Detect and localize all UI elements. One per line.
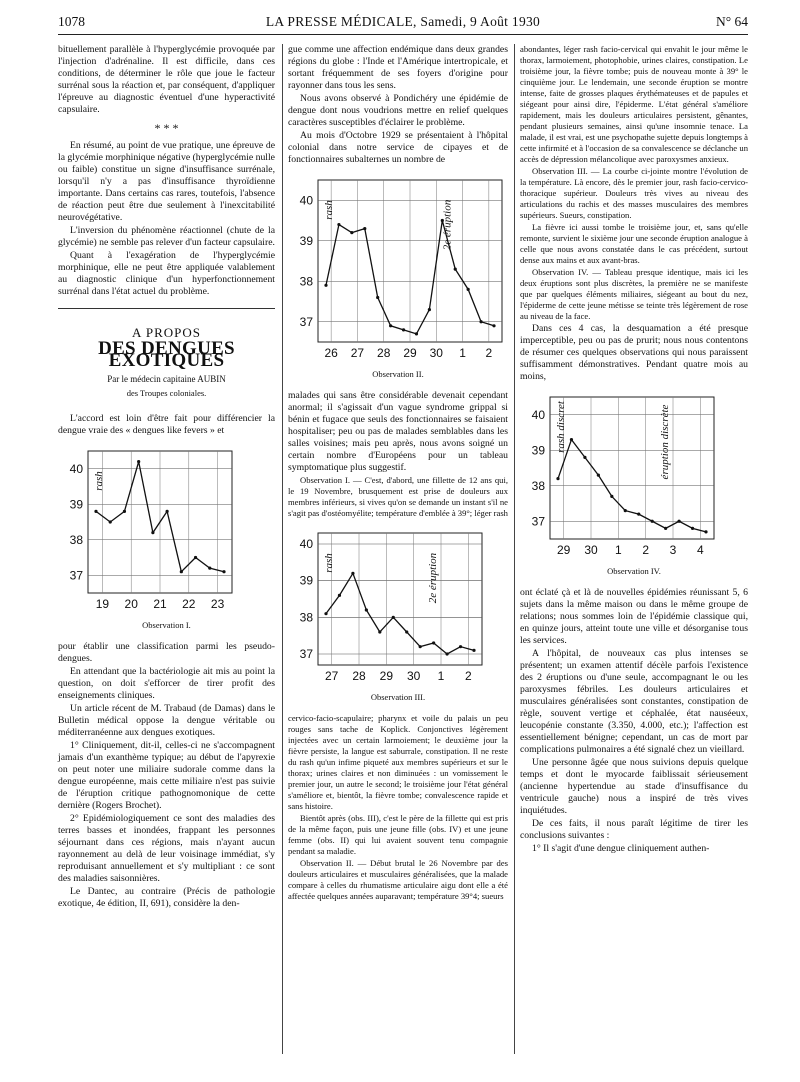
temperature-point xyxy=(378,630,381,633)
paragraph: Observation III. — La courbe ci-jointe montre l'évolution de la température. Là encore, dès le premier jour, rash facio-cervico-thoracique supérieur. Douleurs très vives au niveau des articulations du rachis et des masses musculaires des membres supérieurs. Sueurs, constipation. xyxy=(520,166,748,220)
temperature-point xyxy=(419,645,422,648)
paragraph: 1° Cliniquement, dit-il, celles-ci ne s'accompagnent jamais d'un exanthème typique; au début de l'apyrexie on peut noter une miliaire sudorale comme dans la dengue européenne, mais cette miliaire n'est pas suivie de l'éruption critique pathognomonique de cette dernière (Rogers Brochet). xyxy=(58,740,275,811)
temperature-point xyxy=(402,328,405,331)
chart-frame xyxy=(318,533,482,665)
paragraph: gue comme une affection endémique dans deux grandes régions du globe : l'Inde et l'Amérique intertropicale, et sortant fréquemment de ses foyers d'origine pour rayonner dans tous les sens. xyxy=(288,44,508,91)
temperature-point xyxy=(583,456,586,459)
temperature-point xyxy=(445,652,448,655)
temperature-point xyxy=(556,477,559,480)
column-divider xyxy=(514,44,515,1054)
x-tick-label: 30 xyxy=(584,543,598,557)
y-tick-label: 39 xyxy=(69,497,83,512)
chart-annotation: rash xyxy=(323,553,335,573)
temperature-point xyxy=(337,223,340,226)
y-tick-label: 37 xyxy=(299,314,313,329)
paragraph: L'accord est loin d'être fait pour différencier la dengue vraie des « dengues like fevers » et xyxy=(58,413,275,436)
x-tick-label: 23 xyxy=(210,597,225,611)
chart-annotation: 2e éruption xyxy=(441,199,454,251)
temperature-point xyxy=(222,570,225,573)
x-tick-label: 26 xyxy=(324,346,338,360)
temperature-point xyxy=(351,572,354,575)
temperature-point xyxy=(459,645,462,648)
y-tick-label: 38 xyxy=(299,274,313,289)
y-tick-label: 39 xyxy=(531,443,545,458)
page-header xyxy=(58,14,748,34)
y-tick-label: 37 xyxy=(69,568,83,583)
y-tick-label: 39 xyxy=(299,233,313,248)
x-tick-label: 19 xyxy=(95,597,110,611)
temperature-point xyxy=(637,513,640,516)
chart-annotation: rash xyxy=(93,471,105,491)
temperature-point xyxy=(664,527,667,530)
temperature-point xyxy=(151,531,154,534)
paragraph: Observation IV. — Tableau presque identique, mais ici les deux éruptions sont plus discrètes, la première ne se manifeste que par quelques éléments miliaires, siégeant au bout du nez, l'épiderme de cette jeune métisse se teinte très légèrement de rose au niveau de la face. xyxy=(520,267,748,321)
paragraph: A l'hôpital, de nouveaux cas plus intenses se présentent; un examen attentif décèle parfois l'existence des 2 éruptions ou d'une seule, accompagnant le ou les paroxysmes fébriles. Les douleurs articulaires et musculaires généralisées sont constantes, constipation de règle, souvent vertige et céphalée, état nauséeux, leucopénie constante (3.350, 4.000, etc.); l'affection est essentiellement bénigne; cependant, un cas de mort par complications pulmonaires a été signalé chez un vieillard. xyxy=(520,648,748,755)
chart-observation-2 xyxy=(288,174,508,364)
y-tick-label: 39 xyxy=(299,573,313,588)
temperature-point xyxy=(350,231,353,234)
x-tick-label: 30 xyxy=(406,669,421,683)
x-tick-label: 2 xyxy=(464,669,472,683)
paragraph: Un article récent de M. Trabaud (de Damas) dans le Bulletin médical oppose la dengue véritable ou méditerranéenne aux dengues exotiques. xyxy=(58,703,275,738)
x-tick-label: 27 xyxy=(324,669,339,683)
y-tick-label: 40 xyxy=(531,407,545,422)
temperature-point xyxy=(454,268,457,271)
paragraph: ont éclaté çà et là de nouvelles épidémies réunissant 5, 6 sujets dans la même maison ou dans le même groupe de relations; nous sommes loin de l'épidémie classique qui, en quinze jours, atteint toute une ville et désorganise tous les services. xyxy=(520,587,748,646)
paragraph: Au mois d'Octobre 1929 se présentaient à l'hôpital colonial dans notre service de cipayes et de fonctionnaires subalternes un nombre de xyxy=(288,130,508,165)
temperature-point xyxy=(392,616,395,619)
temperature-point xyxy=(415,332,418,335)
temperature-point xyxy=(405,630,408,633)
chart-frame xyxy=(550,397,714,539)
temperature-line xyxy=(326,573,474,654)
paragraph: 2° Epidémiologiquement ce sont des maladies des terres basses et inondées, frappant les personnes séjournant dans ces régions, mais n'ayant aucun rayonnement au delà de leur voisinage immédiat, s'y reproduisant annuellement et s'y multipliant : ce sont des maladies saisonnières. xyxy=(58,813,275,884)
x-tick-label: 3 xyxy=(669,543,677,557)
temperature-point xyxy=(428,308,431,311)
x-tick-label: 29 xyxy=(379,669,394,683)
temperature-point xyxy=(472,649,475,652)
chart-annotation: rash discret xyxy=(555,401,567,453)
x-tick-label: 4 xyxy=(696,543,704,557)
paragraph: En attendant que la bactériologie ait mis au point la question, on doit s'efforcer de tirer profit des enseignements cliniques. xyxy=(58,666,275,701)
temperature-point xyxy=(363,227,366,230)
temperature-point xyxy=(597,474,600,477)
y-tick-label: 38 xyxy=(531,478,545,493)
article-kicker: A PROPOS xyxy=(131,325,202,340)
temperature-point xyxy=(94,510,97,513)
paragraph: Dans ces 4 cas, la desquamation a été presque imperceptible, peu ou pas de prurit; nous nous contentons de résumer ces quelques observations qui nous paraissent suffisamment démonstratives. Pendant quatre mois au moins, xyxy=(520,323,748,382)
page-number: 1078 xyxy=(58,14,85,29)
x-tick-label: 29 xyxy=(556,543,571,557)
temperature-point xyxy=(479,320,482,323)
chart-annotation: rash xyxy=(323,200,335,220)
temperature-point xyxy=(324,612,327,615)
temperature-point xyxy=(194,556,197,559)
x-tick-label: 20 xyxy=(124,597,138,611)
journal-title: LA PRESSE MÉDICALE, Samedi, 9 Août 1930 xyxy=(265,14,541,29)
figure-caption: Observation IV. xyxy=(607,566,661,576)
figure-caption: Observation II. xyxy=(372,369,424,379)
x-tick-label: 2 xyxy=(485,346,493,360)
temperature-point xyxy=(432,641,435,644)
temperature-point xyxy=(137,460,140,463)
paragraph: En résumé, au point de vue pratique, une épreuve de la glycémie morphinique négative (hyperglycémie nulle ou faible) constitue un signe d'insuffisance surrénale, lorsqu'il n'y a pas d'insuffisance thyroïdienne importante. Dans certains cas rares, toutefois, l'absence de réaction peut être due seulement à l'inexcitabilité neurovégétative. xyxy=(58,140,275,223)
y-tick-label: 40 xyxy=(299,193,313,208)
temperature-point xyxy=(624,509,627,512)
paragraph: abondantes, léger rash facio-cervical qui envahit le jour même le thorax, larmoiement, photophobie, urines claires, constipation. Le troisième jour, la fièvre tombe; puis de nouveau monte à 39° le cinquième jour. Le lendemain, une seconde éruption se montre intense, faite de grosses plaques érythémateuses et de papules et siégeant pour ainsi dire, l'épiderme. L'état général s'améliore rapidement, mais les douleurs articulaires persistent, gênantes, pendant plusieurs semaines, ainsi qu'une insomnie tenace. La malade, il est vrai, est une psychopathe sujette depuis longtemps à cette infirmité et à l'occasion de sa convalescence se déclanche un accès de dépression mélancolique avec paroxysmes anxieux. xyxy=(520,44,748,164)
figure-caption: Observation III. xyxy=(370,692,426,702)
paragraph: La fièvre ici aussi tombe le troisième jour, et, sans qu'elle remonte, survient le sixième jour une seconde éruption analogue à celle que nous avons constatée dans le cas précédent, surtout dense aux mains et aux avant-bras. xyxy=(520,222,748,265)
temperature-point xyxy=(338,594,341,597)
x-tick-label: 1 xyxy=(437,669,445,683)
column-3 xyxy=(520,44,748,856)
figure-observation-4 xyxy=(520,391,748,561)
figure-observation-1 xyxy=(58,445,275,615)
chart-observation-4 xyxy=(520,391,720,561)
paragraph: Nous avons observé à Pondichéry une épidémie de dengue dont nous voudrions mettre en relief quelques caractères susceptibles d'éclairer le problème. xyxy=(288,93,508,128)
temperature-point xyxy=(691,527,694,530)
temperature-point xyxy=(376,296,379,299)
figure-caption: Observation I. xyxy=(142,620,191,630)
temperature-point xyxy=(492,324,495,327)
paragraph: Observation II. — Début brutal le 26 Novembre par des douleurs articulaires et musculaires généralisées, que la malade compare à celles du rhumatisme articulaire aigu dont elle a été affectée quelques années auparavant; température 39°4; sueurs xyxy=(288,858,508,901)
x-tick-label: 28 xyxy=(352,669,366,683)
temperature-point xyxy=(324,284,327,287)
figure-observation-2 xyxy=(288,174,508,364)
temperature-point xyxy=(651,520,654,523)
y-tick-label: 37 xyxy=(299,647,313,661)
temperature-point xyxy=(677,520,680,523)
y-tick-label: 38 xyxy=(299,610,313,625)
column-2 xyxy=(288,44,508,903)
temperature-point xyxy=(109,520,112,523)
paragraph: malades qui sans être considérable devenait cependant anormal; il s'agissait d'un vague syndrome grippal si bénin et fugace que seuls des fonctionnaires se faisaient hospitaliser; peu ou pas de malades semblables dans les salles voisines; mais peu après, nous avons soigné un certain nombre d'Européens pour un tableau symptomatique plus suggestif. xyxy=(288,390,508,473)
temperature-point xyxy=(180,570,183,573)
byline-affiliation: des Troupes coloniales. xyxy=(126,388,207,398)
x-tick-label: 29 xyxy=(403,346,417,360)
chart-observation-3 xyxy=(288,527,488,687)
y-tick-label: 38 xyxy=(69,532,83,547)
paragraph: pour établir une classification parmi les pseudo-dengues. xyxy=(58,641,275,664)
paragraph: bituellement parallèle à l'hyperglycémie provoquée par l'injection d'adrénaline. Il est difficile, dans ces conditions, de déterminer le rôle que joue le facteur surrénal sous la réaction et, par conséquent, d'appliquer l'épreuve au diagnostic éventuel d'une hyperactivité capsulaire. xyxy=(58,44,275,115)
article-divider xyxy=(58,308,275,309)
temperature-point xyxy=(365,608,368,611)
temperature-point xyxy=(166,510,169,513)
x-tick-label: 22 xyxy=(182,597,196,611)
paragraph: 1° Il s'agit d'une dengue cliniquement authen- xyxy=(532,843,710,854)
article-title: DES DENGUES EXOTIQUES xyxy=(98,338,235,371)
paragraph: Quant à l'exagération de l'hyperglycémie morphinique, elle ne peut être appliquée valablement au diagnostic clinique d'un hyperfonctionnement surrénal dans l'état actuel du problème. xyxy=(58,250,275,297)
y-tick-label: 37 xyxy=(531,514,545,529)
x-tick-label: 27 xyxy=(350,346,365,360)
issue-number: N° 64 xyxy=(715,14,748,29)
section-separator: * * * xyxy=(154,121,179,135)
x-tick-label: 1 xyxy=(459,346,466,360)
x-tick-label: 21 xyxy=(153,597,167,611)
x-tick-label: 30 xyxy=(429,346,443,360)
header-rule xyxy=(58,34,748,35)
x-tick-label: 1 xyxy=(614,543,622,557)
paragraph: Le Dantec, au contraire (Précis de pathologie exotique, 4e édition, II, 691), considère la den- xyxy=(58,886,275,909)
temperature-point xyxy=(704,530,707,533)
x-tick-label: 2 xyxy=(642,543,650,557)
column-1 xyxy=(58,44,275,911)
paragraph: Observation I. — C'est, d'abord, une fillette de 12 ans qui, le 19 Novembre, brusquement est prise de douleurs aux membres inférieurs, si vives qu'on se demande un instant s'il ne s'agit pas d'ostéomyélite; température d'emblée à 39°; léger rash xyxy=(288,475,508,518)
chart-annotation: éruption discrète xyxy=(659,404,672,480)
temperature-point xyxy=(389,324,392,327)
chart-annotation: 2e éruption xyxy=(427,552,440,604)
temperature-point xyxy=(570,438,573,441)
figure-observation-3 xyxy=(288,527,508,687)
column-divider xyxy=(282,44,283,1054)
temperature-point xyxy=(123,510,126,513)
paragraph: Bientôt après (obs. III), c'est le père de la fillette qui est pris de la même façon, puis une jeune fille (obs. IV) et une jeune femme (obs. II) qui lui avaient souvent tenu compagnie pendant sa maladie. xyxy=(288,813,508,856)
temperature-point xyxy=(610,495,613,498)
byline: Par le médecin capitaine AUBIN xyxy=(107,374,226,384)
y-tick-label: 40 xyxy=(299,537,313,551)
y-tick-label: 40 xyxy=(69,461,83,476)
paragraph: De ces faits, il nous paraît légitime de tirer les conclusions suivantes : xyxy=(520,818,748,841)
paragraph: Une personne âgée que nous suivions depuis quelque temps et dont le myocarde faiblissait sérieusement (ancienne hypertendue au stade d'insuffisance du ventricule gauche) nous a inspiré de très vives inquiétudes. xyxy=(520,757,748,816)
x-tick-label: 28 xyxy=(377,346,391,360)
paragraph: L'inversion du phénomène réactionnel (chute de la glycémie) ne semble pas relever d'un facteur capsulaire. xyxy=(58,225,275,248)
temperature-point xyxy=(208,567,211,570)
temperature-point xyxy=(467,288,470,291)
chart-observation-1 xyxy=(58,445,238,615)
paragraph: cervico-facio-scapulaire; pharynx et voile du palais un peu rouges sans tache de Koplick. Conjonctives légèrement injectées avec un certain larmoiement; le deuxième jour la fièvre persiste, la langue est saburrale, constipation. Il ne reste du rash qu'un infime piqueté aux membres supérieurs et sur le thorax; urines claires et non diminuées : un vomissement le premier jour, un autre le second; le troisième jour l'état général s'améliore et, bientôt, la fièvre tombe; convalescence rapide et sans histoire. xyxy=(288,713,508,811)
